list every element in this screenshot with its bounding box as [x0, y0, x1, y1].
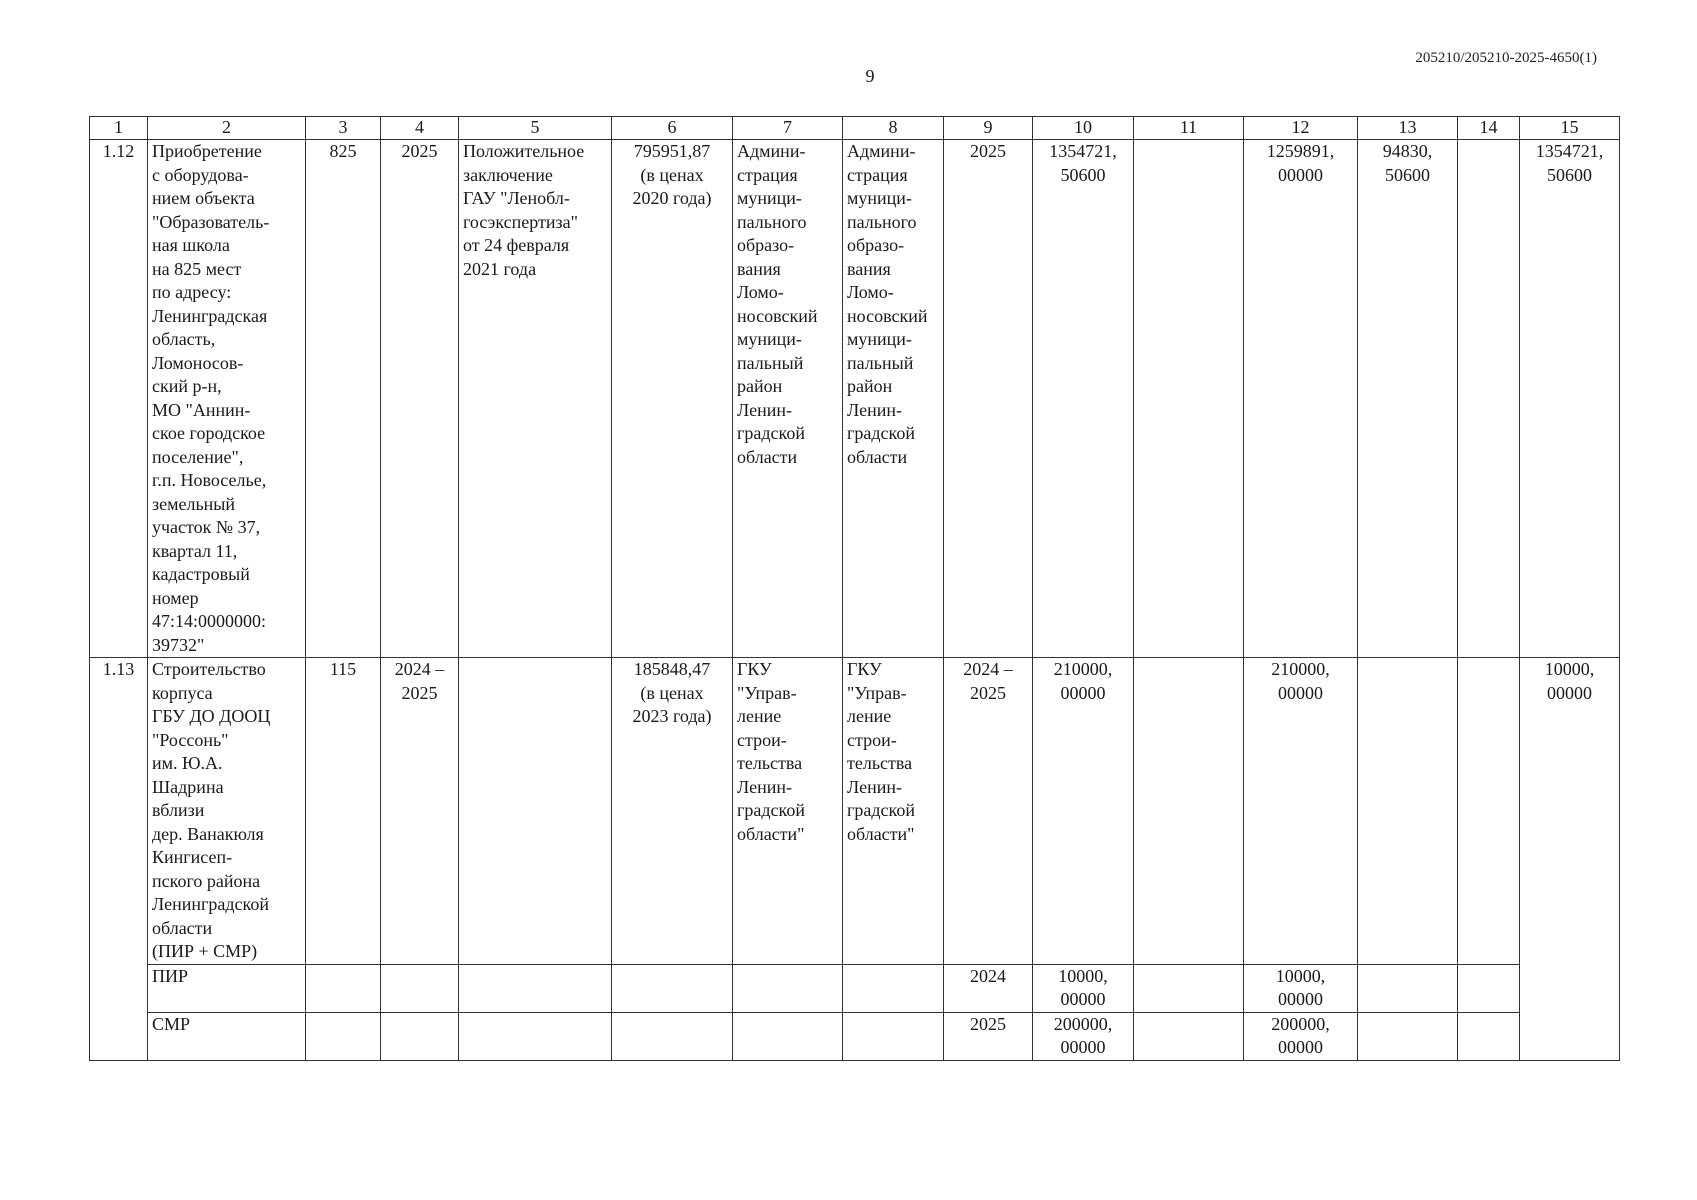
amount-cell: [1134, 140, 1244, 658]
developer-cell: ГКУ "Управ- ление строи- тельства Ленин- градской области": [843, 658, 944, 965]
row-number: 1.12: [90, 140, 148, 658]
amount-cell: 1354721, 50600: [1033, 140, 1134, 658]
empty-cell: [1134, 1012, 1244, 1060]
empty-cell: [733, 1012, 843, 1060]
customer-cell: Админи- страция муници- пального образо- вания Ломо- носовский муници- пальный район Ленин- градской области: [733, 140, 843, 658]
estimated-cost-cell: 185848,47 (в ценах 2023 года): [612, 658, 733, 965]
empty-cell: [1458, 964, 1520, 1012]
empty-cell: [1358, 964, 1458, 1012]
amount-cell: 10000, 00000: [1244, 964, 1358, 1012]
empty-cell: [306, 964, 381, 1012]
document-number: 205210/205210-2025-4650(1): [1415, 50, 1597, 66]
empty-cell: [459, 964, 612, 1012]
column-numbers-row: [90, 117, 1620, 140]
expertise-cell: Положительное заключение ГАУ "Ленобл- госэкспертиза" от 24 февраля 2021 года: [459, 140, 612, 658]
capacity-cell: 115: [306, 658, 381, 965]
year-cell: 2024: [944, 964, 1033, 1012]
amount-cell: 1259891, 00000: [1244, 140, 1358, 658]
amount-cell: 1354721, 50600: [1520, 140, 1620, 658]
column-header: 15: [1520, 117, 1620, 140]
empty-cell: [1134, 964, 1244, 1012]
capacity-cell: 825: [306, 140, 381, 658]
amount-cell: 10000, 00000: [1033, 964, 1134, 1012]
amount-cell: 10000, 00000: [1520, 658, 1620, 1061]
empty-cell: [1458, 1012, 1520, 1060]
amount-cell: 94830, 50600: [1358, 140, 1458, 658]
estimated-cost-cell: 795951,87 (в ценах 2020 года): [612, 140, 733, 658]
column-header: 5: [459, 117, 612, 140]
year-cell: 2024 – 2025: [944, 658, 1033, 965]
column-header: 7: [733, 117, 843, 140]
investment-objects-table: [89, 116, 1620, 1061]
amount-cell: 200000, 00000: [1244, 1012, 1358, 1060]
table-row: [90, 140, 1620, 658]
customer-cell: ГКУ "Управ- ление строи- тельства Ленин- градской области": [733, 658, 843, 965]
amount-cell: 200000, 00000: [1033, 1012, 1134, 1060]
amount-cell: [1458, 140, 1520, 658]
empty-cell: [612, 964, 733, 1012]
amount-cell: 210000, 00000: [1033, 658, 1134, 965]
table-row: [90, 964, 1620, 1012]
amount-cell: [1358, 658, 1458, 965]
column-header: 11: [1134, 117, 1244, 140]
column-header: 13: [1358, 117, 1458, 140]
empty-cell: [733, 964, 843, 1012]
column-header: 8: [843, 117, 944, 140]
amount-cell: 210000, 00000: [1244, 658, 1358, 965]
column-header: 1: [90, 117, 148, 140]
column-header: 6: [612, 117, 733, 140]
empty-cell: [612, 1012, 733, 1060]
expertise-cell: [459, 658, 612, 965]
empty-cell: [459, 1012, 612, 1060]
table-row: [90, 1012, 1620, 1060]
year-cell: 2025: [944, 140, 1033, 658]
empty-cell: [843, 1012, 944, 1060]
stage-name: СМР: [148, 1012, 306, 1060]
empty-cell: [381, 964, 459, 1012]
page-number: 9: [865, 66, 875, 86]
column-header: 14: [1458, 117, 1520, 140]
object-name: Строительство корпуса ГБУ ДО ДООЦ "Россонь" им. Ю.А. Шадрина вблизи дер. Ванакюля Кингисеп- пского района Ленинградской области (ПИР + СМР): [148, 658, 306, 965]
column-header: 2: [148, 117, 306, 140]
empty-cell: [1358, 1012, 1458, 1060]
developer-cell: Админи- страция муници- пального образо- вания Ломо- носовский муници- пальный район Ленин- градской области: [843, 140, 944, 658]
year-cell: 2025: [944, 1012, 1033, 1060]
column-header: 4: [381, 117, 459, 140]
amount-cell: [1458, 658, 1520, 965]
object-name: Приобретение с оборудова- нием объекта "Образователь- ная школа на 825 мест по адресу: Ленинградская область, Ломоносов- ский р-н, МО "Аннин- ское городское поселение", г.п. Новоселье, земельный участок № 37, квартал 11, кадастровый номер 47:14:0000000: 39732": [148, 140, 306, 658]
column-header: 12: [1244, 117, 1358, 140]
stage-name: ПИР: [148, 964, 306, 1012]
empty-cell: [843, 964, 944, 1012]
period-cell: 2024 – 2025: [381, 658, 459, 965]
column-header: 3: [306, 117, 381, 140]
row-number: 1.13: [90, 658, 148, 1061]
table-row: [90, 658, 1620, 965]
empty-cell: [381, 1012, 459, 1060]
period-cell: 2025: [381, 140, 459, 658]
column-header: 9: [944, 117, 1033, 140]
column-header: 10: [1033, 117, 1134, 140]
amount-cell: [1134, 658, 1244, 965]
empty-cell: [306, 1012, 381, 1060]
